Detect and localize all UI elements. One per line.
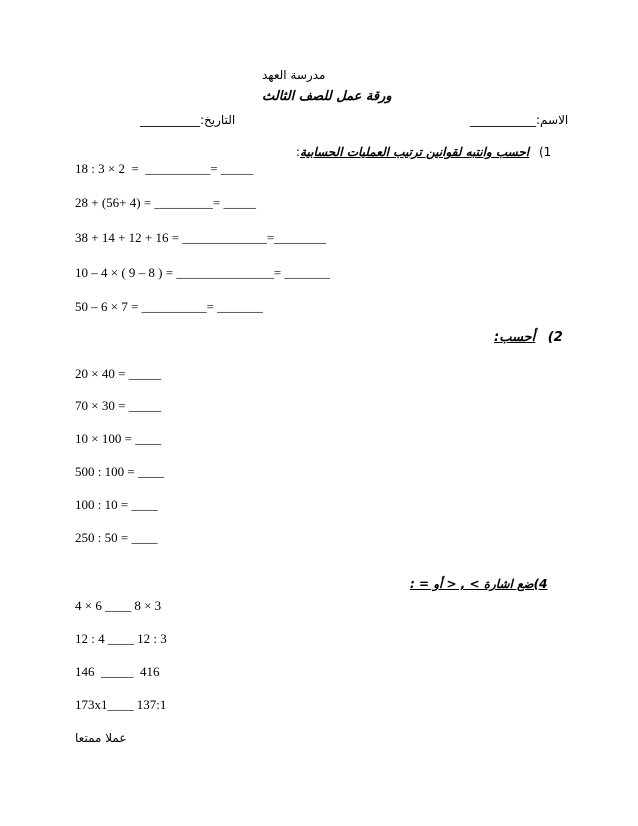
- section2-item-6: 250 : 50 = ____: [75, 530, 158, 545]
- section4-item-2: 12 : 4 ____ 12 : 3: [75, 631, 167, 646]
- section2-item-3: 10 × 100 = ____: [75, 431, 162, 446]
- section2-heading: [494, 330, 563, 345]
- name-field: الاسم:___________: [470, 113, 569, 127]
- section1-suffix: :: [296, 145, 301, 159]
- section4-heading: 4)ضع اشارة > , < أو = :: [410, 577, 548, 591]
- section4-item-1: 4 × 6 ____ 8 × 3: [75, 598, 162, 613]
- date-field: التاريخ:__________: [140, 113, 236, 127]
- section1-instruction: احسب وانتبه لقوانين ترتيب العمليات الحسابية: [300, 145, 530, 159]
- section2-number: 2): [547, 330, 563, 345]
- school-name: مدرسة العهد: [262, 68, 326, 82]
- section2-item-4: 500 : 100 = ____: [75, 464, 164, 479]
- section4-item-3: 146 _____ 416: [75, 664, 160, 679]
- section2-instruction: أحسب:: [494, 330, 536, 345]
- section2-item-1: 20 × 40 = _____: [75, 366, 162, 381]
- section1-item-4: 10 – 4 × ( 9 – 8 ) = _______________= _______: [75, 265, 330, 280]
- section4-item-4: 173x1____ 137:1: [75, 697, 167, 712]
- worksheet-title: ورقة عمل للصف الثالث: [262, 89, 392, 104]
- section1-item-5: 50 – 6 × 7 = __________= _______: [75, 299, 263, 314]
- section2-item-2: 70 × 30 = _____: [75, 398, 162, 413]
- section1-number: 1): [538, 145, 552, 159]
- section2-item-5: 100 : 10 = ____: [75, 497, 158, 512]
- closing-note: عملا ممتعا: [75, 731, 127, 745]
- section1-item-2: 28 + (56+ 4) = _________= _____: [75, 195, 256, 210]
- section1-heading: [296, 145, 551, 159]
- section1-item-3: 38 + 14 + 12 + 16 = _____________=________: [75, 230, 327, 245]
- section1-item-1: 18 : 3 × 2 = __________= _____: [75, 161, 254, 176]
